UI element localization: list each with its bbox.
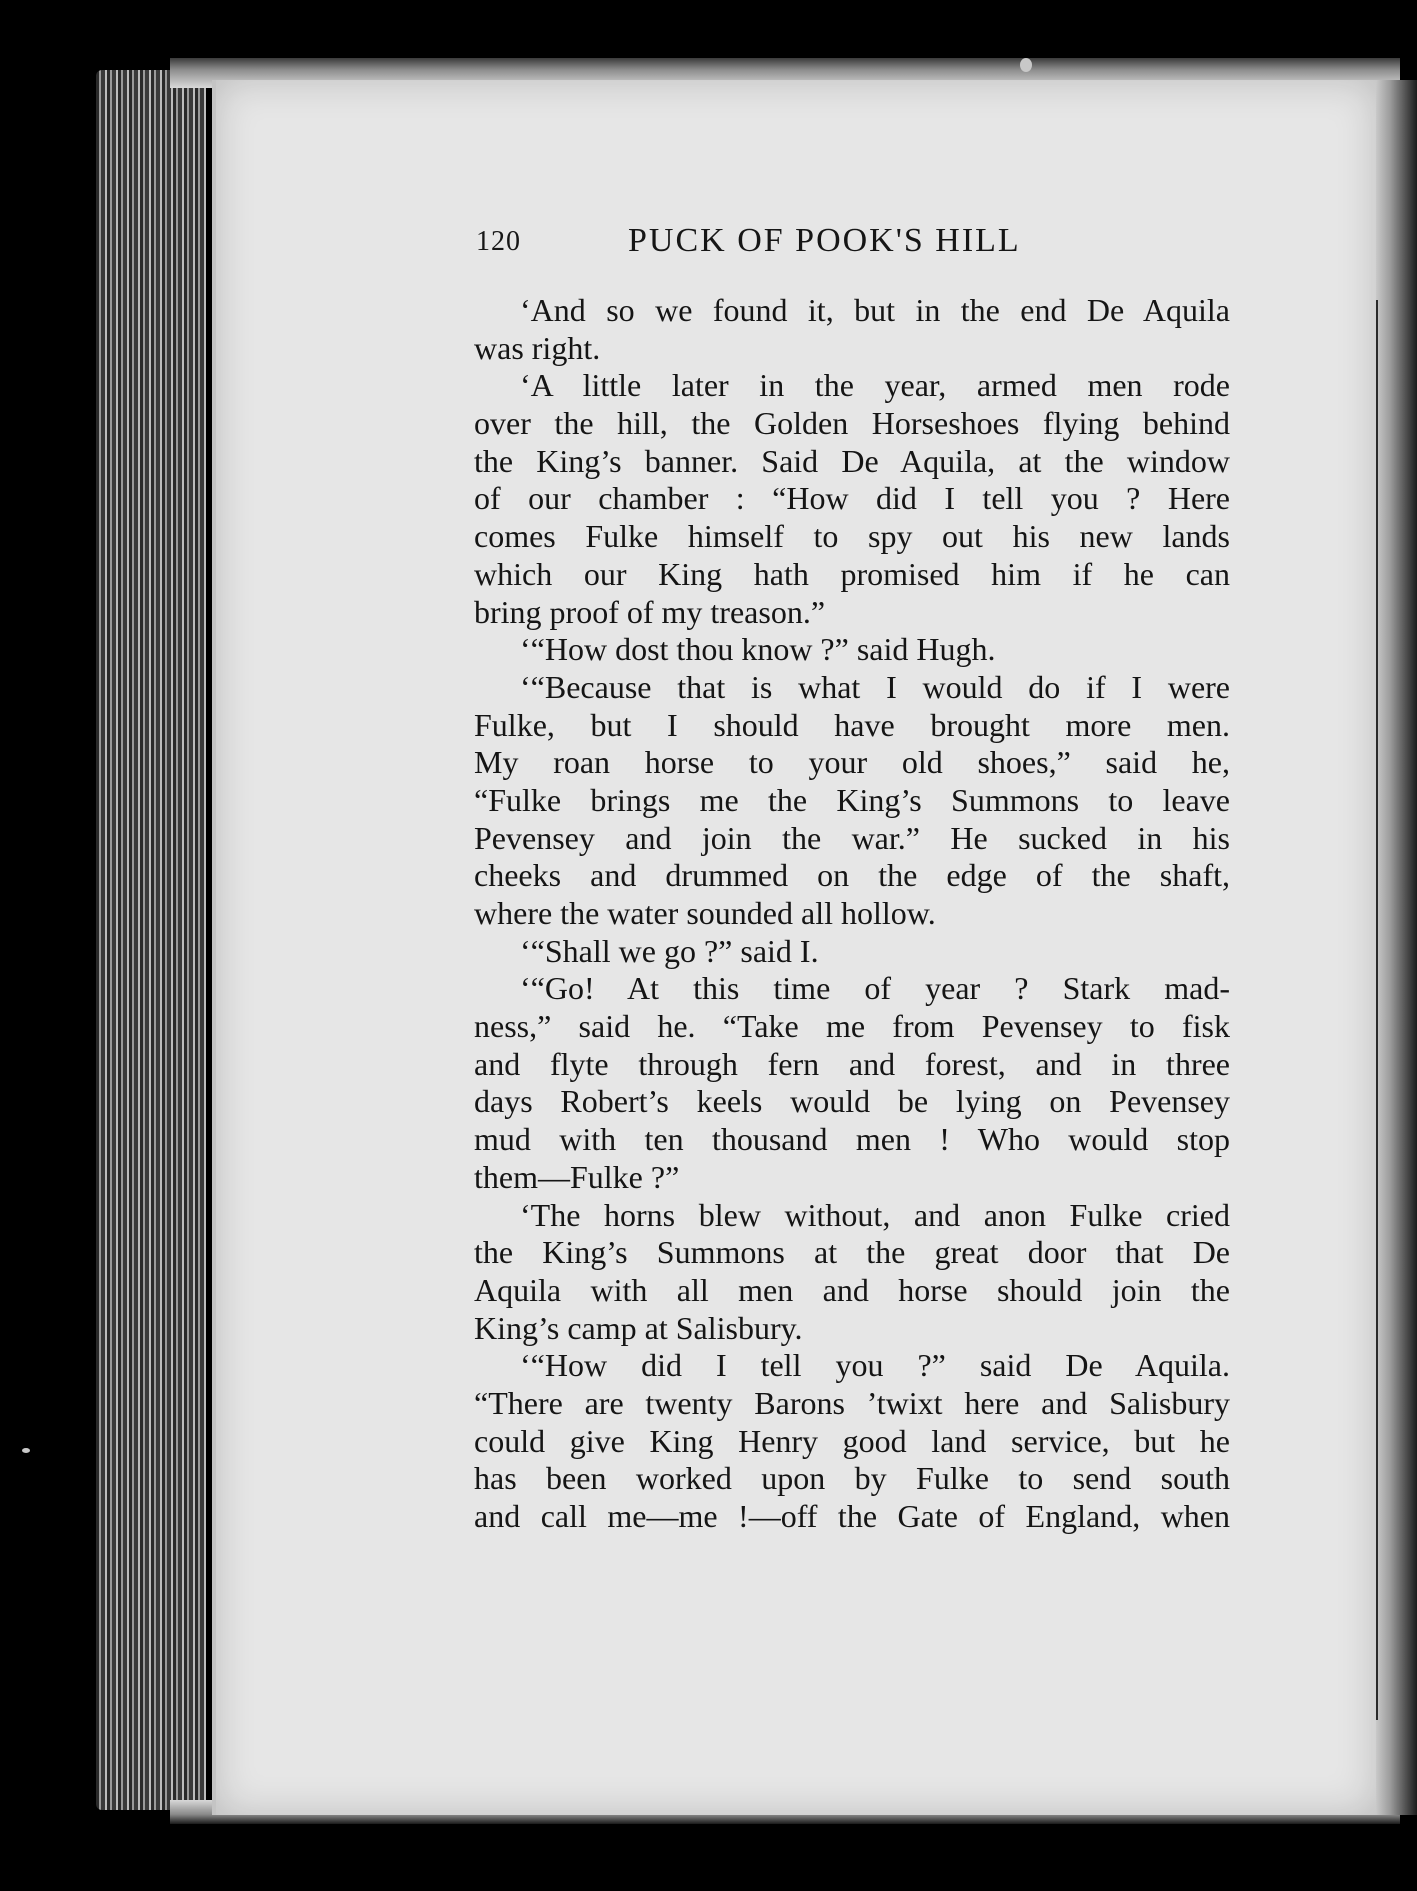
text-line: the King’s Summons at the great door that De	[474, 1234, 1230, 1271]
text-line: and call me—me !—off the Gate of England, when	[474, 1498, 1230, 1534]
text-line: has been worked upon by Fulke to send south	[474, 1460, 1230, 1497]
text-line: the King’s banner. Said De Aquila, at the window	[474, 442, 1230, 479]
book-page-edges	[96, 70, 206, 1810]
text-line: over the hill, the Golden Horseshoes flying behind	[474, 405, 1230, 442]
running-head	[476, 222, 1076, 266]
text-line: ‘“Because that is what I would do if I were	[520, 668, 1230, 705]
text-line: King’s camp at Salisbury.	[474, 1309, 803, 1346]
text-line: ‘“Shall we go ?” said I.	[520, 932, 819, 969]
text-line: ‘“Go! At this time of year ? Stark mad-	[520, 970, 1230, 1007]
text-line: days Robert’s keels would be lying on Pevensey	[474, 1083, 1230, 1120]
text-line: them—Fulke ?”	[474, 1158, 680, 1195]
text-line: cheeks and drummed on the edge of the shaft,	[474, 857, 1230, 894]
text-line: ‘The horns blew without, and anon Fulke cried	[520, 1196, 1230, 1233]
text-line: My roan horse to your old shoes,” said he,	[474, 744, 1230, 781]
text-line: ness,” said he. “Take me from Pevensey to fisk	[474, 1008, 1230, 1045]
text-line: could give King Henry good land service, but he	[474, 1422, 1230, 1459]
text-line: of our chamber : “How did I tell you ? Here	[474, 480, 1230, 517]
text-line: where the water sounded all hollow.	[474, 895, 936, 931]
text-line: Fulke, but I should have brought more men.	[474, 706, 1230, 743]
text-line: bring proof of my treason.”	[474, 593, 826, 630]
text-line: ‘“How dost thou know ?” said Hugh.	[520, 631, 996, 668]
text-line: Aquila with all men and horse should join the	[474, 1271, 1230, 1308]
text-line: and flyte through fern and forest, and in three	[474, 1045, 1230, 1082]
text-line: was right.	[474, 329, 601, 366]
text-line: Pevensey and join the war.” He sucked in his	[474, 819, 1230, 856]
text-line: ‘A little later in the year, armed men rode	[520, 367, 1230, 404]
page-number: 120	[476, 226, 521, 257]
text-line: ‘“How did I tell you ?” said De Aquila.	[520, 1347, 1230, 1384]
text-line: ‘And so we found it, but in the end De Aquila	[520, 292, 1230, 328]
text-line: “There are twenty Barons ’twixt here and Salisbury	[474, 1384, 1230, 1421]
text-line: mud with ten thousand men ! Who would stop	[474, 1121, 1230, 1158]
running-head-title: PUCK OF POOK'S HILL	[628, 222, 1021, 259]
scan-speck	[1020, 58, 1032, 72]
text-line: comes Fulke himself to spy out his new lands	[474, 518, 1230, 555]
body-text	[474, 292, 1230, 1536]
book-gutter	[1372, 80, 1417, 1815]
scan-speck	[22, 1448, 30, 1453]
text-line: “Fulke brings me the King’s Summons to leave	[474, 781, 1230, 818]
text-line: which our King hath promised him if he can	[474, 555, 1230, 592]
